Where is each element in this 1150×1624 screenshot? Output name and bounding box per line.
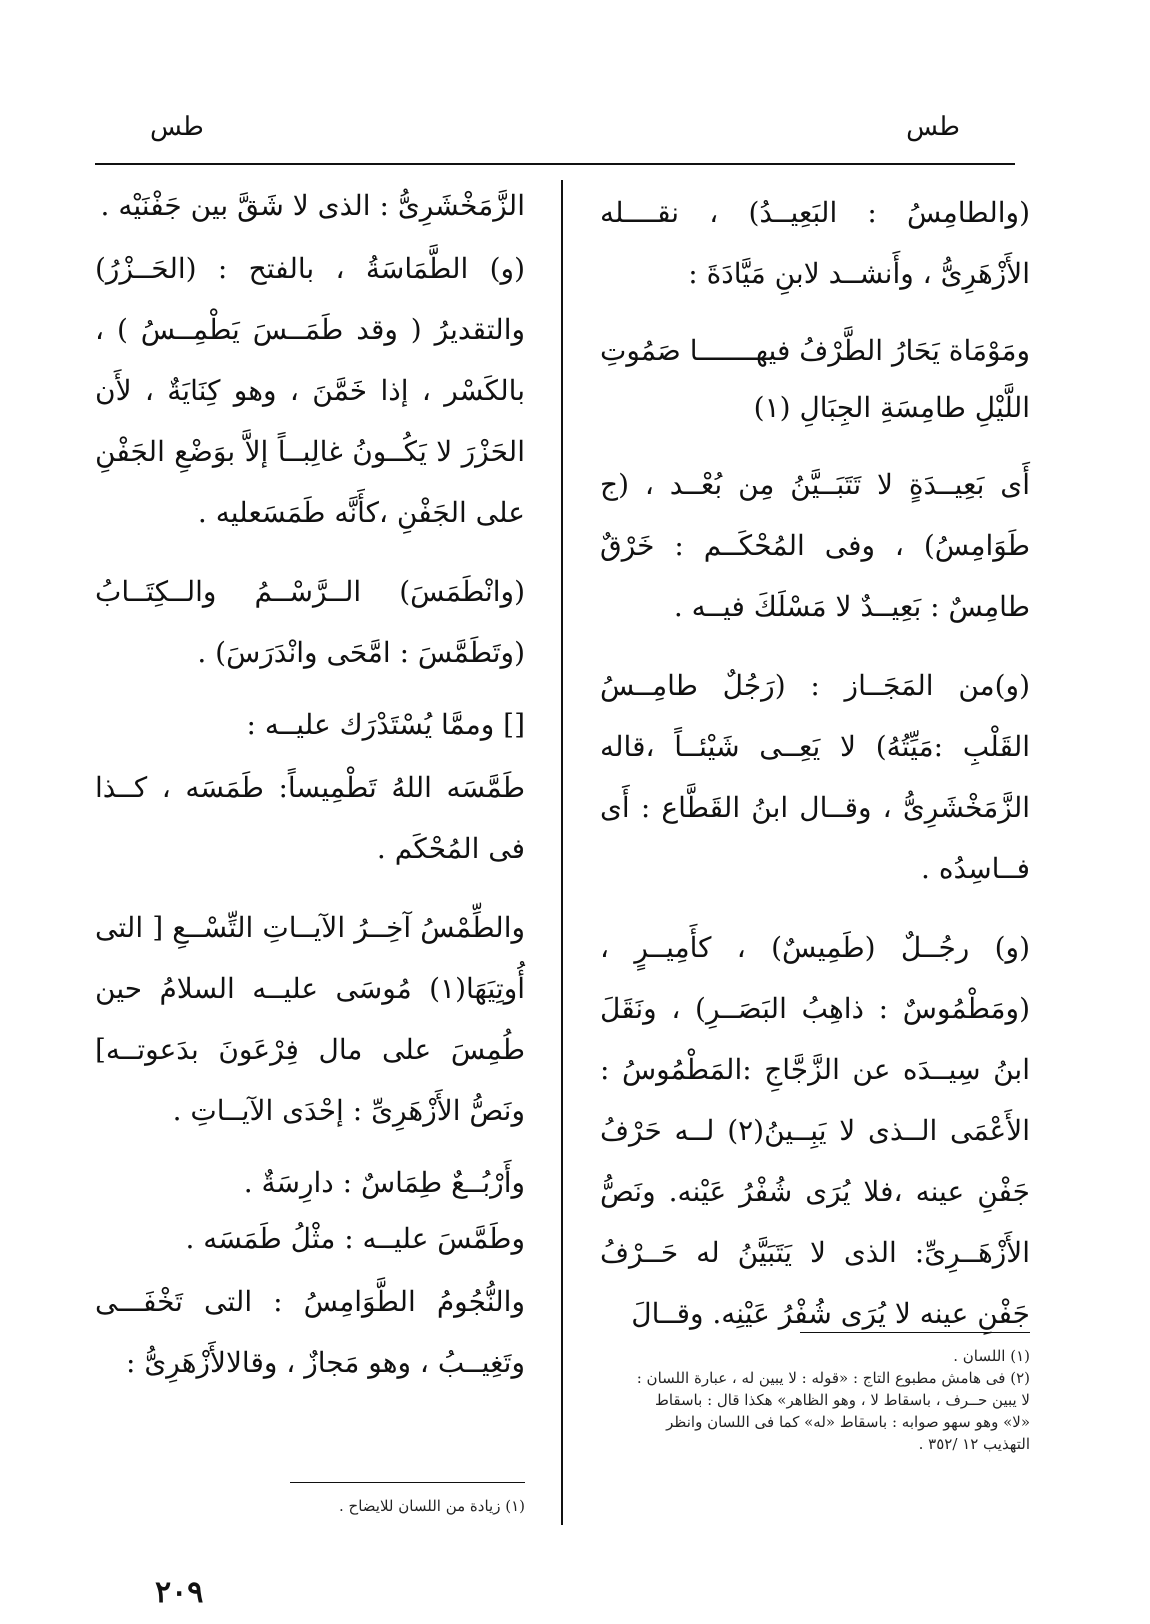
footnote: (١) زيادة من اللسان للايضاح . bbox=[339, 1497, 525, 1515]
page-number: ٢٠٩ bbox=[155, 1575, 204, 1610]
footnote: (١) اللسان . bbox=[953, 1347, 1030, 1365]
paragraph: وأَرْبُــعٌ طِمَاسٌ : دارِسَةٌ . bbox=[243, 1166, 525, 1199]
column-divider bbox=[561, 180, 563, 1525]
paragraph: الزَّمَخْشَرِىُّ : الذى لا شَقَّ بين جَفْنَيْه . bbox=[100, 189, 525, 222]
paragraph: (و) رجُــلٌ (طَمِيسٌ) ، كأَمِيــرٍ ، (ومَطْمُوسٌ : ذاهِبُ البَصَــرِ) ، ونَقَلَ ابنُ سِيــدَه عن الزَّجَّاجِ :المَطْمُوسُ : الأَعْمَى الــذى لا يَبِــينُ(٢) لــه حَرْفُ جَفْنِ عينه ،فلا يُرَى شُفْرُ عَيْنه. ونَصُّ الأَزْهَــرِىِّ: الذى لا يَتَبَيَّنُ له حَــرْفُ جَفْنِ عينه لا يُرَى شُفْرُ عَيْنِه. وقــالَ bbox=[600, 931, 1030, 1330]
footnote-rule-left bbox=[290, 1482, 525, 1483]
footnotes-left bbox=[260, 1495, 525, 1517]
paragraph: والطِّمْسُ آخِــرُ الآيــاتِ التِّسْــعِ [ التى أُوتِيَهَا(١) مُوسَى عليــه السلامُ حين طُمِسَ على مال فِرْعَونَ بدَعوتــه] ونَصُّ الأَزْهَرِىِّ : إحْدَى الآيــاتِ . bbox=[95, 911, 525, 1127]
paragraph: أَى بَعِيــدَةٍ لا تَتَبَــيَّنُ مِن بُعْــد ، (ج طَوَامِسُ) ، وفى المُحْكَــم : خَرْقٌ طامِسٌ : بَعِيــدٌ لا مَسْلَكَ فيــه . bbox=[600, 468, 1030, 623]
footnote-rule-right bbox=[800, 1332, 1030, 1333]
left-column bbox=[95, 182, 525, 1411]
verse: ومَوْمَاة يَحَارُ الطَّرْفُ فيهـــــــا صَمُوتِ اللَّيْلِ طامِسَةِ الجِبَالِ (١) bbox=[600, 334, 1030, 424]
running-header-left: طس bbox=[150, 112, 204, 142]
running-header-right: طس bbox=[906, 112, 960, 142]
paragraph: [] وممَّا يُسْتَدْرَك عليــه : bbox=[246, 708, 525, 741]
header-rule bbox=[95, 163, 1015, 165]
paragraph: والنُّجُومُ الطَّوَامِسُ : التى تَخْفَـــى وتَغِيــبُ ، وهو مَجازٌ ، وقالالأَزْهَرِىُّ : bbox=[95, 1285, 525, 1379]
paragraph: (و)من المَجَــاز : (رَجُلٌ طامِــسُ القَلْبِ :مَيِّتُهُ) لا يَعِــى شَيْئــاً ،قاله الزَّمَخْشَرِىُّ ، وقــال ابنُ القَطَّاع : أَى فــاسِدُه . bbox=[600, 669, 1030, 885]
paragraph: (وانْطَمَسَ) الــرَّسْــمُ والــكِتَــابُ (وتَطَمَّسَ : امَّحَى وانْدَرَسَ) . bbox=[95, 575, 525, 669]
paragraph: (و) الطَّمَاسَةُ ، بالفتح : (الحَــزْرُ) والتقديرُ ( وقد طَمَــسَ يَطْمِــسُ ) ، بالكَسْر ، إذا خَمَّنَ ، وهو كِنَايَةٌ ، لأَن الحَزْرَ لا يَكُــونُ غالِبــاً إلاَّ بوَضْعِ الجَفْنِ على الجَفْنِ ،كأَنَّه طَمَسَعليه . bbox=[95, 252, 525, 529]
paragraph: (والطامِسُ : البَعِيــدُ) ، نقــــله الأَزْهَرِىُّ ، وأَنشــد لابنِ مَيَّادَةَ : bbox=[600, 196, 1030, 290]
right-column bbox=[600, 182, 1030, 1362]
paragraph: طَمَّسَه اللهُ تَطْمِيساً: طَمَسَه ، كــذا فى المُحْكَم . bbox=[95, 771, 525, 865]
footnote: (٢) فى هامش مطبوع التاج : «قوله : لا يبين له ، عبارة اللسان : لا يبين حــرف ، باسقاط لا ، وهو الظاهر» هكذا قال : باسقاط «لا» وهو سهو صوابه : باسقاط «له» كما فى اللسان وانظر التهذيب ١٢ /٣٥٢ . bbox=[636, 1369, 1030, 1453]
paragraph: وطَمَّسَ عليــه : مثْلُ طَمَسَه . bbox=[185, 1222, 525, 1255]
footnotes-right bbox=[625, 1345, 1030, 1455]
